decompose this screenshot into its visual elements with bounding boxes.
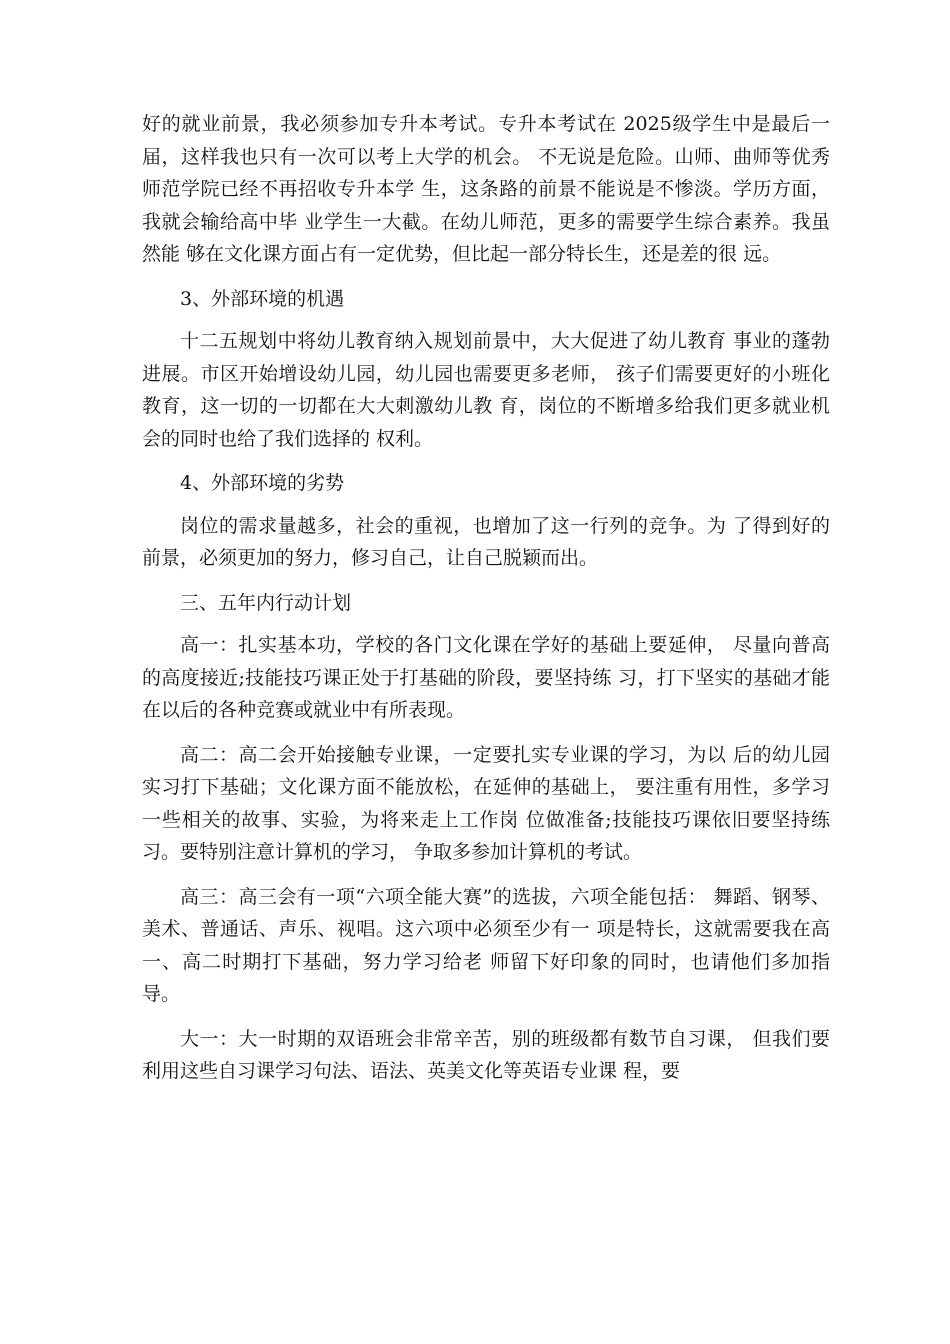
paragraph-opportunities: 十二五规划中将幼儿教育纳入规划前景中，大大促进了幼儿教育 事业的蓬勃进展。市区开始增设幼儿园，幼儿园也需要更多老师， 孩子们需要更好的小班化教育，这一切的一切都在大大刺激幼儿教 育，岗位的不断增多给我们更多就业机会的同时也给了我们选择的 权利。 (142, 330, 830, 450)
paragraph-college-year-one: 大一：大一时期的双语班会非常辛苦，别的班级都有数节自习课， 但我们要利用这些自习课学习句法、语法、英美文化等英语专业课 程，要 (142, 1027, 830, 1082)
paragraph-employment-prospects: 好的就业前景，我必须参加专升本考试。专升本考试在 2025级学生中是最后一届，这样我也只有一次可以考上大学的机会。 不无说是危险。山师、曲师等优秀师范学院已经不再招收专升本学 生，这条路的前景不能说是不惨淡。学历方面，我就会输给高中毕 业学生一大截。在幼儿师范，更多的需要学生综合素养。我虽然能 够在文化课方面占有一定优势，但比起一部分特长生，还是差的很 远。 (142, 113, 830, 265)
paragraph-disadvantages: 岗位的需求量越多，社会的重视，也增加了这一行列的竞争。为 了得到好的前景，必须更加的努力，修习自己，让自己脱颖而出。 (142, 514, 830, 569)
heading-external-opportunities: 3、外部环境的机遇 (180, 287, 345, 310)
paragraph-grade-two: 高二：高二会开始接触专业课，一定要扎实专业课的学习，为以 后的幼儿园实习打下基础；文化课方面不能放松，在延伸的基础上， 要注重有用性，多学习一些相关的故事、实验，为将来走上工作岗 位做准备;技能技巧课依旧要坚持练习。要特别注意计算机的学习， 争取多参加计算机的考试。 (142, 743, 830, 863)
heading-five-year-plan: 三、五年内行动计划 (180, 591, 352, 614)
document-page (142, 108, 830, 1100)
paragraph-grade-one: 高一：扎实基本功，学校的各门文化课在学好的基础上要延伸， 尽量向普高的高度接近;技能技巧课正处于打基础的阶段，要坚持练 习，打下坚实的基础才能在以后的各种竞赛或就业中有所表现。 (142, 634, 830, 721)
paragraph-grade-three: 高三：高三会有一项“六项全能大赛”的选拔，六项全能包括： 舞蹈、钢琴、美术、普通话、声乐、视唱。这六项中必须至少有一 项是特长，这就需要我在高一、高二时期打下基础，努力学习给老 师留下好印象的同时，也请他们多加指导。 (142, 885, 830, 1005)
heading-external-disadvantages: 4、外部环境的劣势 (180, 472, 345, 494)
